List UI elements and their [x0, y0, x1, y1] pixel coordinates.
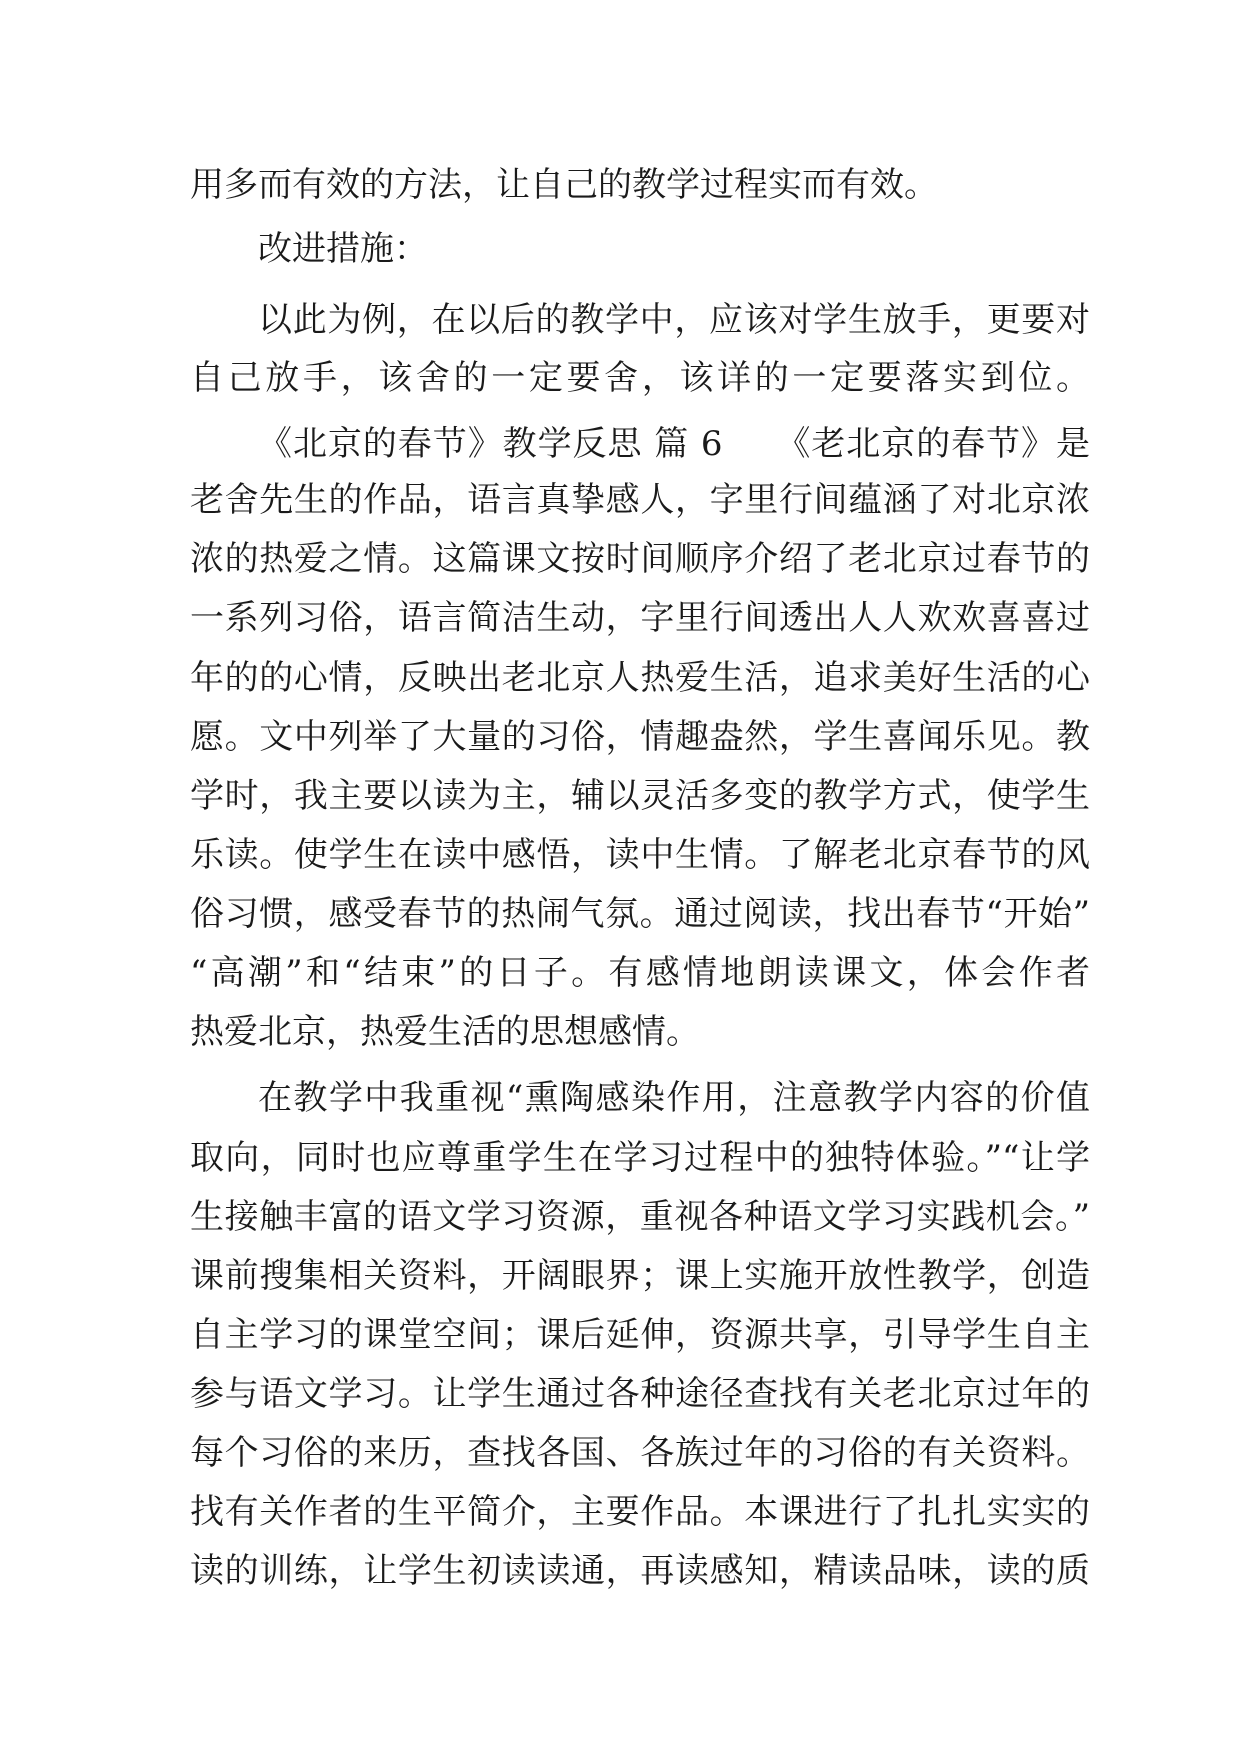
text-line-22: 每个习俗的来历，查找各国、各族过年的习俗的有关资料。 — [190, 1433, 1090, 1473]
text-line-23: 找有关作者的生平简介，主要作品。本课进行了扎扎实实的 — [190, 1492, 1090, 1532]
text-line-17: 取向，同时也应尊重学生在学习过程中的独特体验。”“让学 — [190, 1138, 1090, 1178]
text-line-24: 读的训练，让学生初读读通，再读感知，精读品味，读的质 — [190, 1551, 1090, 1591]
text-line-1: 用多而有效的方法，让自己的教学过程实而有效。 — [190, 165, 938, 205]
text-line-20: 自主学习的课堂空间；课后延伸，资源共享，引导学生自主 — [190, 1315, 1090, 1355]
text-line-14: “高潮”和“结束”的日子。有感情地朗读课文，体会作者 — [190, 953, 1090, 993]
text-line-9: 年的的心情，反映出老北京人热爱生活，追求美好生活的心 — [190, 658, 1090, 698]
text-line-7: 浓的热爱之情。这篇课文按时间顺序介绍了老北京过春节的 — [190, 539, 1090, 579]
text-line-11: 学时，我主要以读为主，辅以灵活多变的教学方式，使学生 — [190, 776, 1090, 816]
text-line-6: 老舍先生的作品，语言真挚感人，字里行间蕴涵了对北京浓 — [190, 480, 1090, 520]
text-line-10: 愿。文中列举了大量的习俗，情趣盎然，学生喜闻乐见。教 — [190, 717, 1090, 757]
text-line-4: 自己放手，该舍的一定要舍，该详的一定要落实到位。 — [190, 358, 1090, 398]
text-line-21: 参与语文学习。让学生通过各种途径查找有关老北京过年的 — [190, 1374, 1090, 1414]
text-line-12: 乐读。使学生在读中感悟，读中生情。了解老北京春节的风 — [190, 835, 1090, 875]
text-line-8: 一系列习俗，语言简洁生动，字里行间透出人人欢欢喜喜过 — [190, 598, 1090, 638]
text-line-18: 生接触丰富的语文学习资源，重视各种语文学习实践机会。” — [190, 1197, 1090, 1237]
text-line-16: 在教学中我重视“熏陶感染作用，注意教学内容的价值 — [258, 1078, 1090, 1118]
text-line-3: 以此为例，在以后的教学中，应该对学生放手，更要对 — [258, 300, 1090, 340]
text-line-13: 俗习惯，感受春节的热闹气氛。通过阅读，找出春节“开始” — [190, 894, 1090, 934]
text-line-5: 《北京的春节》教学反思 篇 6 《老北京的春节》是 — [258, 424, 1090, 464]
text-line-2: 改进措施： — [258, 229, 428, 269]
text-line-19: 课前搜集相关资料，开阔眼界；课上实施开放性教学，创造 — [190, 1256, 1090, 1296]
text-line-15: 热爱北京，热爱生活的思想感情。 — [190, 1012, 700, 1052]
